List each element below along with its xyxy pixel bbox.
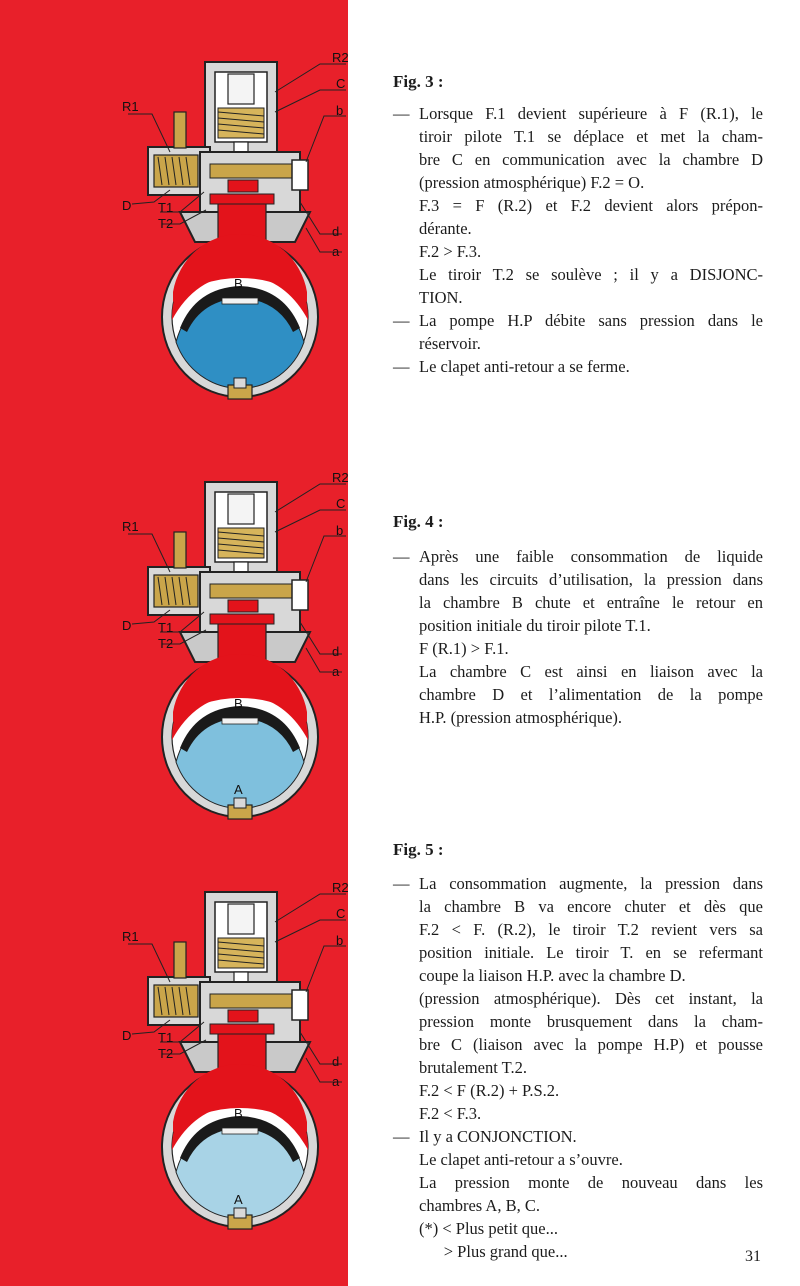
text-line bbox=[393, 706, 763, 729]
text-line bbox=[393, 568, 763, 591]
label-b: b bbox=[336, 523, 344, 538]
line-text: H.P. (pression atmosphérique). bbox=[419, 708, 623, 727]
line-text: TION. bbox=[419, 288, 463, 307]
text-line bbox=[393, 1056, 763, 1079]
label-b-chamber: B bbox=[234, 696, 243, 711]
line-text: réservoir. bbox=[419, 334, 481, 353]
fig5-text bbox=[393, 872, 763, 1263]
dash-marker: — bbox=[393, 1127, 410, 1146]
text-line bbox=[393, 1125, 763, 1148]
line-text: coupe la liaison H.P. avec la chambre D. bbox=[419, 966, 686, 985]
label-d-lower: d bbox=[332, 224, 340, 239]
label-b: b bbox=[336, 933, 344, 948]
text-line bbox=[393, 309, 763, 332]
label-b-chamber: B bbox=[234, 1106, 243, 1121]
label-r2: R2 bbox=[332, 52, 349, 65]
dash-marker: — bbox=[393, 547, 410, 566]
label-r1: R1 bbox=[122, 519, 139, 534]
label-b-chamber: B bbox=[234, 276, 243, 291]
label-d-lower: d bbox=[332, 1054, 340, 1069]
line-text: tiroir pilote T.1 se déplace et met la cham- bbox=[419, 127, 763, 146]
label-d-upper: D bbox=[122, 618, 132, 633]
line-text: F (R.1) > F.1. bbox=[419, 639, 509, 658]
text-line bbox=[393, 1240, 763, 1263]
line-text: F.2 < F.3. bbox=[419, 1104, 482, 1123]
text-line bbox=[393, 217, 763, 240]
label-d-lower: d bbox=[332, 644, 340, 659]
text-line bbox=[393, 148, 763, 171]
line-text: (*) < Plus petit que... bbox=[419, 1219, 559, 1238]
line-text: Le clapet anti-retour a se ferme. bbox=[419, 357, 630, 376]
line-text: F.2 > F.3. bbox=[419, 242, 482, 261]
label-r1: R1 bbox=[122, 929, 139, 944]
label-a-chamber: A bbox=[234, 782, 243, 797]
text-line bbox=[393, 263, 763, 286]
line-text: brutalement T.2. bbox=[419, 1058, 527, 1077]
line-text: Après une faible consommation de liquide bbox=[419, 547, 763, 566]
valve-body bbox=[180, 982, 310, 1072]
line-text: dérante. bbox=[419, 219, 472, 238]
fig3-title: Fig. 3 : bbox=[393, 72, 444, 91]
text-line bbox=[393, 895, 763, 918]
line-text: (pression atmosphérique). Dès cet instant, la bbox=[419, 989, 763, 1008]
text-line bbox=[393, 1033, 763, 1056]
line-text: Lorsque F.1 devient supérieure à F (R.1), le bbox=[419, 104, 763, 123]
line-text: pression monte brusquement dans la cham- bbox=[419, 1012, 763, 1031]
label-c: C bbox=[336, 496, 346, 511]
text-line bbox=[393, 1194, 763, 1217]
line-text: F.2 < F. (R.2), le tiroir T.2 revient vers sa bbox=[419, 920, 763, 939]
text-line bbox=[393, 637, 763, 660]
line-text: F.3 = F (R.2) et F.2 devient alors prépon- bbox=[419, 196, 763, 215]
line-text: > Plus grand que... bbox=[419, 1242, 568, 1261]
text-line bbox=[393, 987, 763, 1010]
text-line bbox=[393, 171, 763, 194]
figure-5-diagram bbox=[110, 882, 350, 1232]
line-text: position initiale. Le tiroir T. en se refermant bbox=[419, 943, 763, 962]
line-text: F.2 < F (R.2) + P.S.2. bbox=[419, 1081, 560, 1100]
text-line bbox=[393, 125, 763, 148]
label-r2: R2 bbox=[332, 472, 349, 485]
dash-marker: — bbox=[393, 104, 410, 123]
label-r1: R1 bbox=[122, 99, 139, 114]
text-line bbox=[393, 102, 763, 125]
label-r2: R2 bbox=[332, 882, 349, 895]
fig4-text bbox=[393, 545, 763, 729]
line-text: (pression atmosphérique) F.2 = O. bbox=[419, 173, 645, 192]
text-line bbox=[393, 964, 763, 987]
fig4-title: Fig. 4 : bbox=[393, 512, 444, 531]
line-text: La pression monte de nouveau dans les bbox=[419, 1173, 763, 1192]
text-line bbox=[393, 614, 763, 637]
text-line bbox=[393, 1079, 763, 1102]
label-t1: T1 bbox=[158, 1030, 174, 1045]
line-text: la chambre B chute et entraîne le retour en bbox=[419, 593, 763, 612]
label-t1: T1 bbox=[158, 200, 174, 215]
label-d-upper: D bbox=[122, 1028, 132, 1043]
text-line bbox=[393, 1171, 763, 1194]
valve-body bbox=[180, 572, 310, 662]
text-line bbox=[393, 332, 763, 355]
text-line bbox=[393, 660, 763, 683]
line-text: bre C en communication avec la chambre D bbox=[419, 150, 763, 169]
label-d-upper: D bbox=[122, 198, 132, 213]
label-t1: T1 bbox=[158, 620, 174, 635]
line-text: Le clapet anti-retour a s’ouvre. bbox=[419, 1150, 623, 1169]
label-a-chamber: A bbox=[234, 1192, 243, 1207]
figure-4-diagram bbox=[110, 472, 350, 822]
dash-marker: — bbox=[393, 311, 410, 330]
text-line bbox=[393, 286, 763, 309]
line-text: la chambre B va encore chuter et dès que bbox=[419, 897, 763, 916]
line-text: chambres A, B, C. bbox=[419, 1196, 540, 1215]
text-line bbox=[393, 355, 763, 378]
label-t2: T2 bbox=[158, 1046, 174, 1061]
line-text: position initiale du tiroir pilote T.1. bbox=[419, 616, 651, 635]
dash-marker: — bbox=[393, 874, 410, 893]
label-a: a bbox=[332, 664, 340, 679]
text-line bbox=[393, 918, 763, 941]
text-line bbox=[393, 1102, 763, 1125]
text-line bbox=[393, 1148, 763, 1171]
line-text: La chambre C est ainsi en liaison avec la bbox=[419, 662, 763, 681]
text-line bbox=[393, 240, 763, 263]
label-t2: T2 bbox=[158, 216, 174, 231]
line-text: La consommation augmente, la pression dans bbox=[419, 874, 763, 893]
text-line bbox=[393, 1010, 763, 1033]
valve-body bbox=[180, 152, 310, 242]
line-text: bre C (liaison avec la pompe H.P) et pousse bbox=[419, 1035, 763, 1054]
label-t2: T2 bbox=[158, 636, 174, 651]
label-b: b bbox=[336, 103, 344, 118]
label-c: C bbox=[336, 76, 346, 91]
line-text: La pompe H.P débite sans pression dans le bbox=[419, 311, 763, 330]
fig5-title: Fig. 5 : bbox=[393, 840, 444, 859]
label-a: a bbox=[332, 244, 340, 259]
line-text: Il y a CONJONCTION. bbox=[419, 1127, 577, 1146]
label-a: a bbox=[332, 1074, 340, 1089]
figure-3-diagram bbox=[110, 52, 350, 402]
text-line bbox=[393, 872, 763, 895]
line-text: Le tiroir T.2 se soulève ; il y a DISJONC- bbox=[419, 265, 763, 284]
dash-marker: — bbox=[393, 357, 410, 376]
text-line bbox=[393, 591, 763, 614]
line-text: chambre D et l’alimentation de la pompe bbox=[419, 685, 763, 704]
text-line bbox=[393, 1217, 763, 1240]
text-line bbox=[393, 545, 763, 568]
text-line bbox=[393, 941, 763, 964]
page-number: 31 bbox=[745, 1248, 761, 1265]
label-c: C bbox=[336, 906, 346, 921]
accumulator-sphere bbox=[162, 234, 318, 399]
line-text: dans les circuits d’utilisation, la pression dans bbox=[419, 570, 763, 589]
text-line bbox=[393, 683, 763, 706]
fig3-text bbox=[393, 102, 763, 378]
text-line bbox=[393, 194, 763, 217]
